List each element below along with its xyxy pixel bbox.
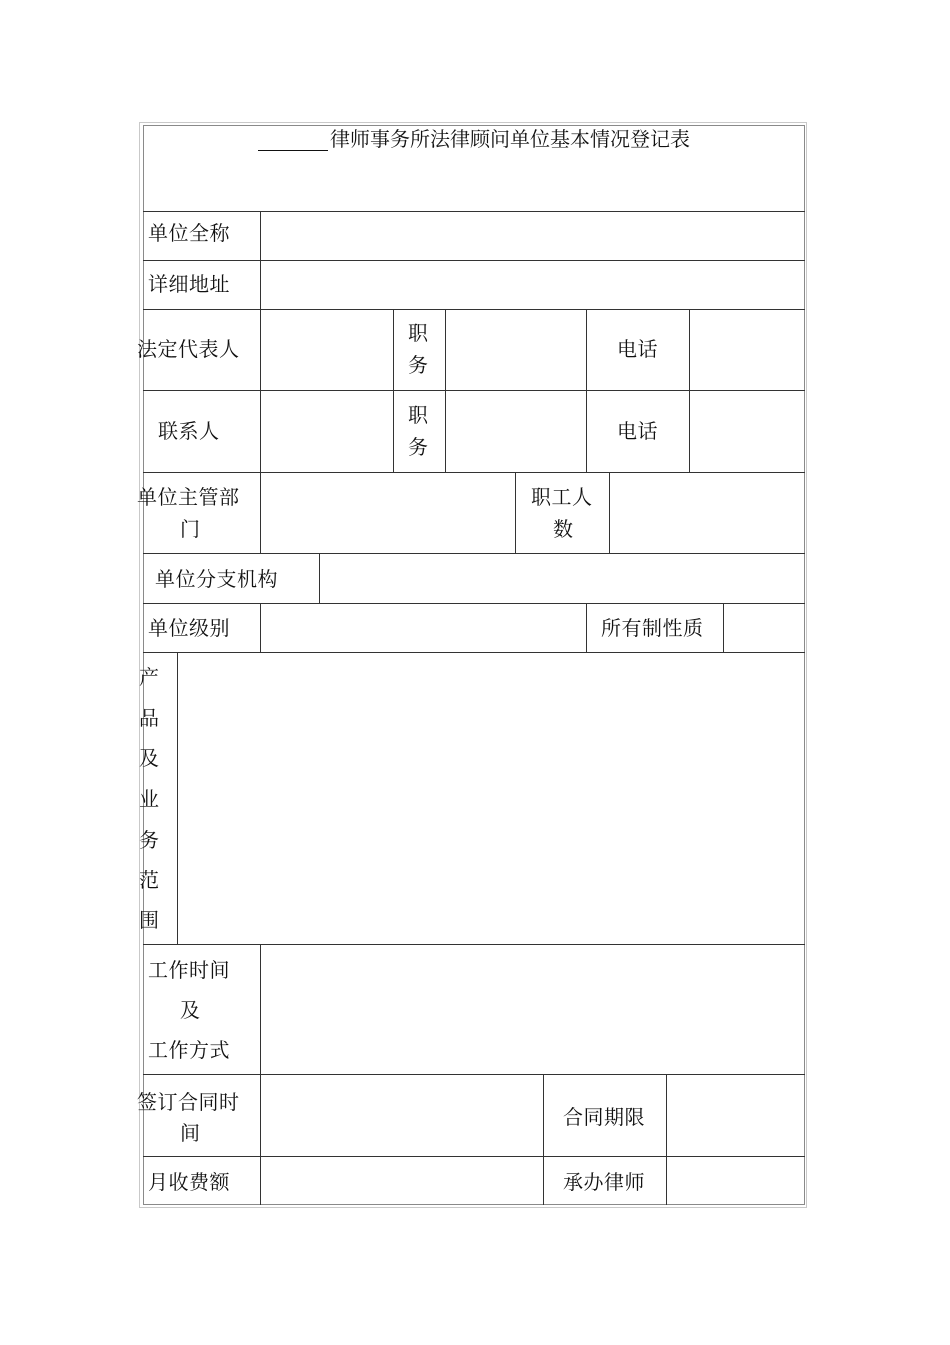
col-divider [260, 472, 261, 553]
label-work-time: 及 [180, 998, 201, 1022]
detailed-address-field[interactable] [262, 262, 804, 308]
ownership-type-field[interactable] [725, 605, 804, 651]
col-divider [260, 944, 261, 1074]
label-supervising-dept: 门 [180, 517, 201, 541]
row-divider [143, 553, 805, 554]
label-contact-person: 联系人 [158, 419, 220, 443]
branch-offices-field[interactable] [321, 555, 804, 602]
contact-phone-field[interactable] [691, 392, 804, 471]
row-divider [143, 260, 805, 261]
label-business-scope-char: 范 [139, 868, 159, 892]
label-position-char: 务 [408, 353, 429, 377]
label-staff-count: 职工人 [531, 485, 593, 509]
label-contract-time: 签订合同时 [137, 1090, 240, 1114]
contract-term-field[interactable] [668, 1076, 804, 1155]
label-business-scope-char: 业 [139, 787, 159, 811]
row-divider [143, 652, 805, 653]
col-divider [609, 472, 610, 553]
legal-rep-phone-field[interactable] [691, 311, 804, 389]
firm-name-blank[interactable] [258, 132, 328, 151]
label-position-char: 务 [408, 435, 429, 459]
label-contract-time: 间 [180, 1121, 201, 1145]
label-business-scope-char: 品 [139, 706, 159, 730]
business-scope-field[interactable] [179, 654, 804, 943]
staff-count-field[interactable] [611, 474, 804, 552]
form-title [143, 127, 805, 151]
lawyer-in-charge-field[interactable] [668, 1158, 804, 1204]
row-divider [143, 390, 805, 391]
col-divider [177, 652, 178, 944]
label-unit-level: 单位级别 [148, 616, 230, 640]
form-title-text: 律师事务所法律顾问单位基本情况登记表 [330, 127, 690, 151]
label-business-scope-char: 产 [139, 665, 159, 689]
row-divider [143, 1074, 805, 1075]
legal-rep-position-field[interactable] [447, 311, 585, 389]
contract-time-field[interactable] [262, 1076, 542, 1155]
col-divider [260, 309, 261, 472]
row-divider [143, 309, 805, 310]
label-contract-term: 合同期限 [563, 1105, 645, 1129]
col-divider [260, 1074, 261, 1205]
unit-level-field[interactable] [262, 605, 585, 651]
col-divider [586, 603, 587, 652]
unit-full-name-field[interactable] [262, 213, 804, 259]
col-divider [543, 1074, 544, 1205]
col-divider [666, 1074, 667, 1205]
label-lawyer-in-charge: 承办律师 [563, 1170, 645, 1194]
label-supervising-dept: 单位主管部 [137, 485, 240, 509]
legal-representative-field[interactable] [262, 311, 392, 389]
work-time-field[interactable] [262, 946, 804, 1073]
monthly-fee-field[interactable] [262, 1158, 542, 1204]
contact-person-field[interactable] [262, 392, 392, 471]
label-ownership-type: 所有制性质 [601, 616, 704, 640]
label-work-time: 工作时间 [148, 958, 230, 982]
col-divider [515, 472, 516, 553]
col-divider [260, 211, 261, 309]
label-business-scope-char: 务 [139, 828, 159, 852]
supervising-dept-field[interactable] [262, 474, 514, 552]
label-position-char: 职 [408, 403, 429, 427]
row-divider [143, 472, 805, 473]
label-detailed-address: 详细地址 [148, 272, 230, 296]
label-legal-representative: 法定代表人 [137, 337, 240, 361]
label-staff-count: 数 [553, 517, 574, 541]
row-divider [143, 944, 805, 945]
col-divider [445, 309, 446, 472]
row-divider [143, 1156, 805, 1157]
col-divider [689, 309, 690, 472]
label-position-char: 职 [408, 321, 429, 345]
label-phone: 电话 [617, 419, 658, 443]
label-unit-full-name: 单位全称 [148, 221, 230, 245]
col-divider [319, 553, 320, 603]
row-divider [143, 603, 805, 604]
col-divider [393, 309, 394, 472]
label-phone: 电话 [617, 337, 658, 361]
label-business-scope-char: 围 [139, 908, 159, 932]
col-divider [723, 603, 724, 652]
contact-position-field[interactable] [447, 392, 585, 471]
col-divider [260, 603, 261, 652]
label-monthly-fee: 月收费额 [148, 1170, 230, 1194]
label-work-time: 工作方式 [148, 1038, 230, 1062]
row-divider [143, 211, 805, 212]
col-divider [586, 309, 587, 472]
label-branch-offices: 单位分支机构 [155, 567, 278, 591]
label-business-scope-char: 及 [139, 746, 159, 770]
